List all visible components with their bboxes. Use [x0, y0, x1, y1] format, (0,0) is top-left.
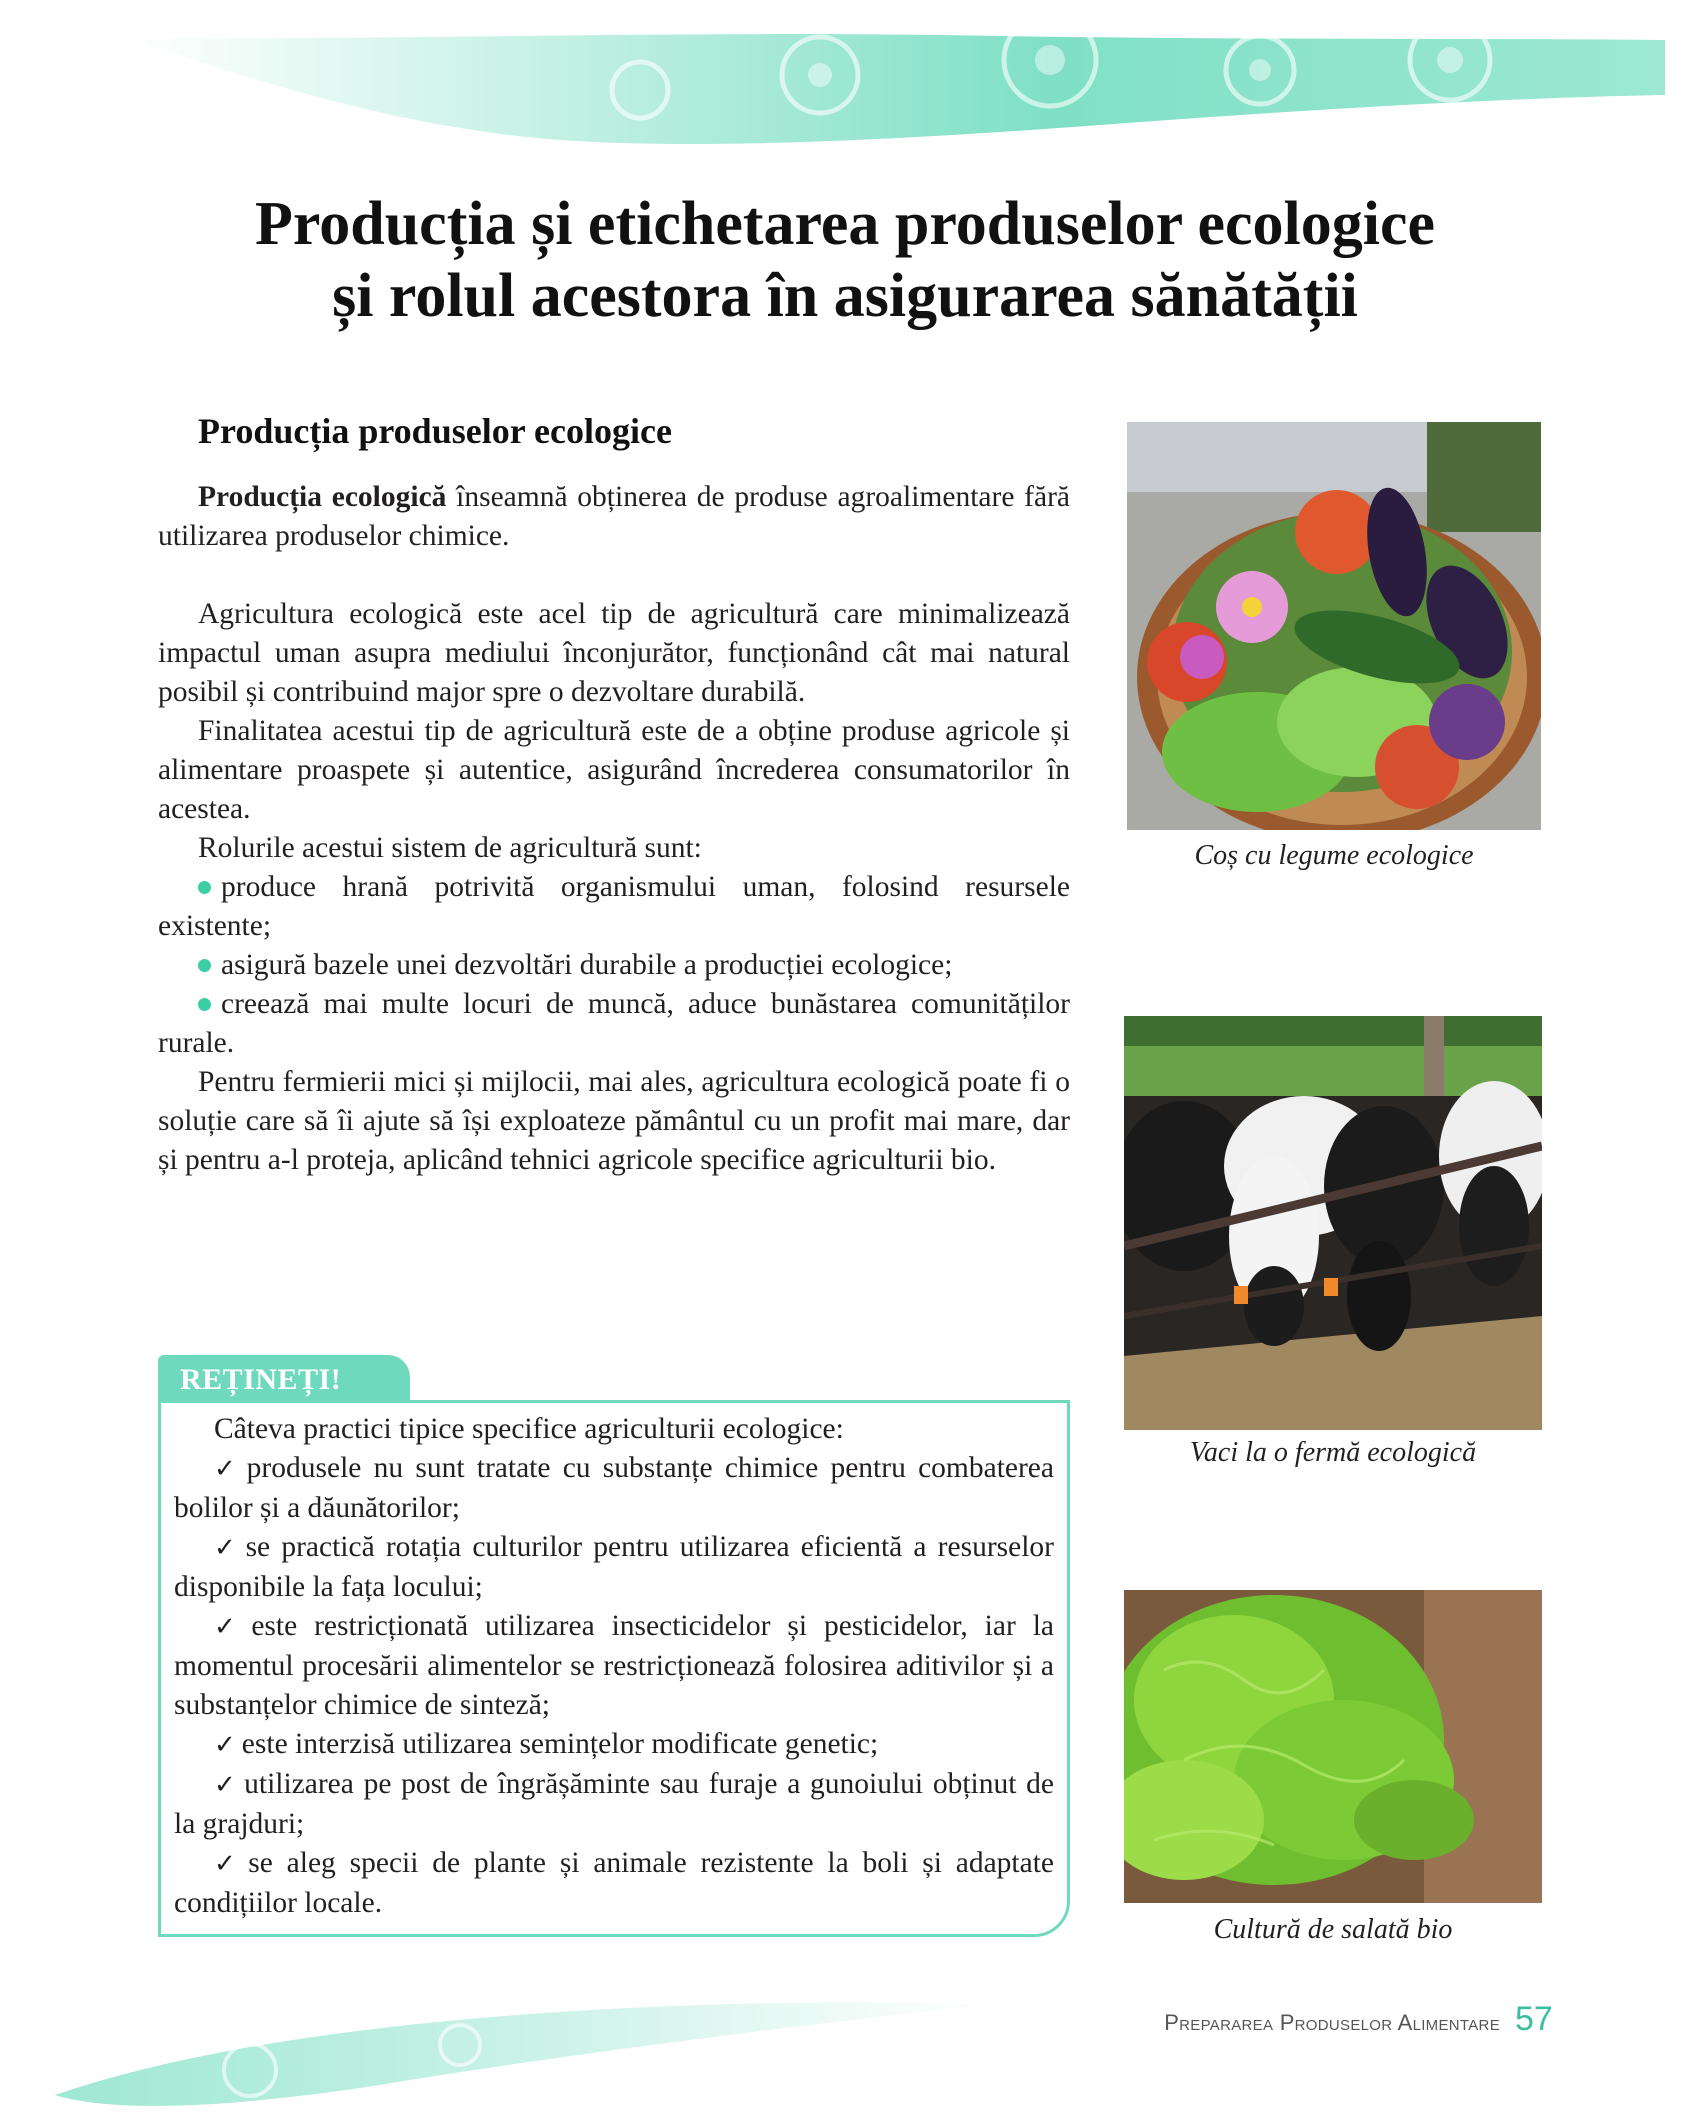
retineti-item-text: utilizarea pe post de îngrășăminte sau furaje a gunoiului obținut de la grajduri; [174, 1768, 1054, 1840]
bottom-decorative-banner [0, 1975, 1000, 2125]
retineti-item-text: se aleg specii de plante și animale rezistente la boli și adaptate condițiilor locale. [174, 1847, 1054, 1919]
retineti-item-text: se practică rotația culturilor pentru utilizarea eficientă a resurselor disponibile la fața locului; [174, 1531, 1054, 1603]
checkmark-icon: ✓ [214, 1533, 240, 1563]
main-body-text [158, 478, 1070, 1180]
paragraph-intro [158, 478, 1070, 556]
retineti-item [174, 1528, 1054, 1607]
retineti-item [174, 1725, 1054, 1765]
retineti-intro: Câteva practici tipice specifice agriculturii ecologice: [214, 1413, 844, 1445]
bullet-dot-icon [198, 881, 211, 894]
lettuce-crop-photo [1124, 1590, 1542, 1903]
paragraph-4: Rolurile acestui sistem de agricultură sunt: [198, 832, 702, 864]
retineti-item [174, 1844, 1054, 1923]
checkmark-icon: ✓ [214, 1770, 239, 1800]
caption-vegetable-basket: Coș cu legume ecologice [1194, 840, 1474, 871]
retineti-content [174, 1410, 1054, 1923]
retineti-item [174, 1607, 1054, 1725]
retineti-item [174, 1765, 1054, 1844]
retineti-label: REȚINEȚI! [158, 1355, 410, 1401]
bullet-text: creează mai multe locuri de muncă, aduce bunăstarea comunităților rurale. [158, 988, 1070, 1059]
bullet-item [158, 946, 1070, 985]
bullet-item [158, 868, 1070, 946]
cows-farm-photo [1124, 1016, 1542, 1430]
bullet-dot-icon [198, 959, 211, 972]
bullet-dot-icon [198, 998, 211, 1011]
page-title [120, 188, 1570, 332]
checkmark-icon: ✓ [214, 1730, 236, 1760]
caption-lettuce-crop: Cultură de salată bio [1213, 1914, 1453, 1945]
vegetable-basket-photo [1127, 422, 1541, 830]
paragraph-2: Agricultura ecologică este acel tip de agricultură care minimalizează impactul uman asupra mediului înconjurător, funcționând cât mai natural posibil și contribuind major spre o dezvoltare durabilă. [158, 598, 1070, 708]
retineti-item-text: este interzisă utilizarea semințelor modificate genetic; [241, 1728, 879, 1760]
caption-cows-farm: Vaci la o fermă ecologică [1189, 1437, 1477, 1468]
intro-bold-term: Producția ecologică [198, 481, 447, 513]
bullet-text: asigură bazele unei dezvoltări durabile a producției ecologice; [221, 949, 953, 981]
page-title-line-2: și rolul acestora în asigurarea sănătății [332, 262, 1358, 330]
bullet-text: produce hrană potrivită organismului uman, folosind resursele existente; [158, 871, 1070, 942]
paragraph-5: Pentru fermierii mici și mijlocii, mai ales, agricultura ecologică poate fi o soluție care să îi ajute să își exploateze pământul cu un profit mai mare, dar și pentru a-l proteja, aplicând tehnici agricole specifice agriculturii bio. [158, 1066, 1070, 1176]
retineti-item [174, 1449, 1054, 1528]
footer-book-title: Prepararea Produselor Alimentare [1164, 2010, 1500, 2035]
paragraph-3: Finalitatea acestui tip de agricultură este de a obține produse agricole și alimentare proaspete și autentice, asigurând încrederea consumatorilor în acestea. [158, 715, 1070, 825]
top-decorative-banner [0, 0, 1693, 170]
checkmark-icon: ✓ [214, 1454, 241, 1484]
page-title-line-1: Producția și etichetarea produselor ecologice [254, 190, 1436, 258]
retineti-item-text: este restricționată utilizarea insecticidelor și pesticidelor, iar la momentul procesării alimentelor se restricționează folosirea aditivilor și a substanțelor chimice de sinteză; [174, 1610, 1054, 1721]
checkmark-icon: ✓ [214, 1612, 246, 1642]
checkmark-icon: ✓ [214, 1849, 243, 1879]
section-heading: Producția produselor ecologice [198, 411, 672, 451]
retineti-item-text: produsele nu sunt tratate cu substanțe chimice pentru combaterea bolilor și a dăunătorilor; [174, 1452, 1054, 1524]
bullet-item [158, 985, 1070, 1063]
intro-rest: înseamnă obținerea de produse agroalimentare fără utilizarea produselor chimice. [158, 481, 1070, 552]
page-number: 57 [1515, 2000, 1553, 2038]
